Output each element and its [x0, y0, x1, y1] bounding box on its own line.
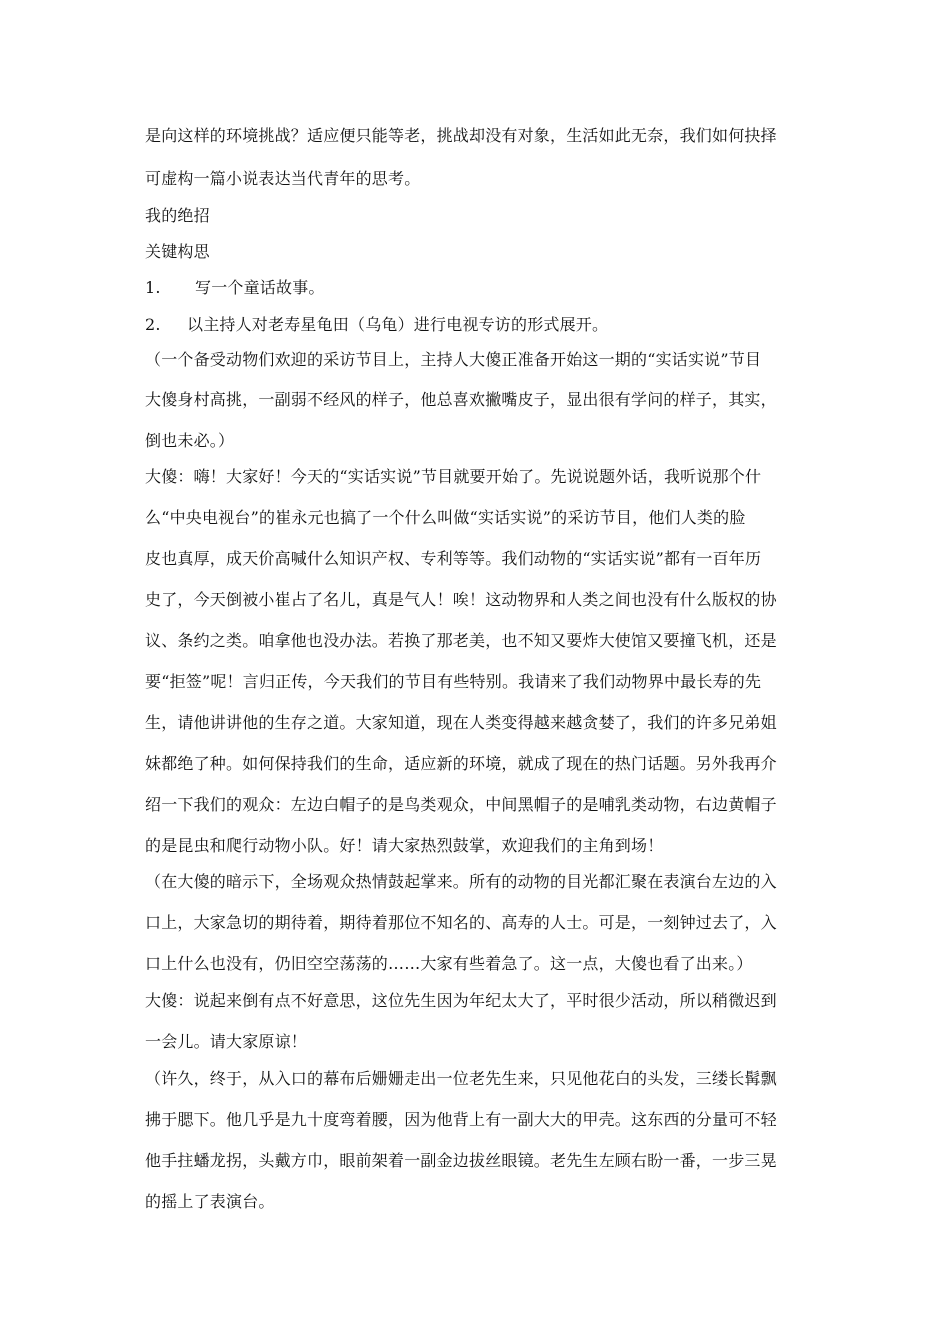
text-line: 议、条约之类。咱拿他也没办法。若换了那老美，也不知又要炸大使馆又要撞飞机，还是: [145, 631, 777, 650]
text-line: 大傻身村高挑，一副弱不经风的样子，他总喜欢撇嘴皮子，显出很有学问的样子，其实，: [145, 390, 777, 409]
list-item-text: 写一个童话故事。: [195, 278, 325, 297]
list-item: [145, 278, 325, 298]
text-line: 皮也真厚，成天价高喊什么知识产权、专利等等。我们动物的“实话实说”都有一百年历: [145, 549, 762, 568]
text-line: 绍一下我们的观众：左边白帽子的是鸟类观众，中间黑帽子的是哺乳类动物，右边黄帽子: [145, 795, 777, 814]
text-line: 妹都绝了种。如何保持我们的生命，适应新的环境，就成了现在的热门话题。另外我再介: [145, 754, 777, 773]
text-line: 生，请他讲讲他的生存之道。大家知道，现在人类变得越来越贪婪了，我们的许多兄弟姐: [145, 713, 777, 732]
text-line: 么“中央电视台”的崔永元也搞了一个什么叫做“实话实说”的采访节目，他们人类的脸: [145, 508, 746, 527]
heading-key-idea: 关键构思: [145, 242, 210, 261]
list-item-text: 以主持人对老寿星龟田（乌龟）进行电视专访的形式展开。: [187, 315, 609, 334]
text-line: 的是昆虫和爬行动物小队。好！请大家热烈鼓掌，欢迎我们的主角到场！: [145, 836, 664, 855]
text-line: 可虚构一篇小说表达当代青年的思考。: [145, 169, 421, 188]
text-line: 拂于腮下。他几乎是九十度弯着腰，因为他背上有一副大大的甲壳。这东西的分量可不轻: [145, 1110, 777, 1129]
list-item: [145, 315, 608, 335]
heading-my-trick: 我的绝招: [145, 206, 210, 225]
text-line: （在大傻的暗示下，全场观众热情鼓起掌来。所有的动物的目光都汇聚在表演台左边的入: [145, 872, 777, 891]
text-line: 的摇上了表演台。: [145, 1192, 275, 1211]
text-line: 他手拄蟠龙拐，头戴方巾，眼前架着一副金边拔丝眼镜。老先生左顾右盼一番，一步三晃: [145, 1151, 777, 1170]
text-line: 倒也未必。）: [145, 431, 235, 450]
text-line: 大傻：说起来倒有点不好意思，这位先生因为年纪太大了，平时很少活动，所以稍微迟到: [145, 991, 777, 1010]
list-number: 2.: [145, 315, 161, 334]
text-line: 口上，大家急切的期待着，期待着那位不知名的、高寿的人士。可是，一刻钟过去了，入: [145, 913, 777, 932]
list-number: 1.: [145, 278, 161, 297]
text-line: 一会儿。请大家原谅！: [145, 1032, 308, 1051]
text-line: 要“拒签”呢！言归正传，今天我们的节目有些特别。我请来了我们动物界中最长寿的先: [145, 672, 762, 691]
text-line: （许久，终于，从入口的幕布后姗姗走出一位老先生来，只见他花白的头发，三缕长髯飘: [145, 1069, 777, 1088]
text-line: 大傻：嗨！大家好！今天的“实话实说”节目就要开始了。先说说题外话，我听说那个什: [145, 467, 762, 486]
text-line: 是向这样的环境挑战？适应便只能等老，挑战却没有对象，生活如此无奈，我们如何抉择: [145, 126, 777, 145]
text-line: 史了，今天倒被小崔占了名儿，真是气人！唉！这动物界和人类之间也没有什么版权的协: [145, 590, 777, 609]
text-line: （一个备受动物们欢迎的采访节目上，主持人大傻正准备开始这一期的“实话实说”节目: [145, 350, 762, 369]
text-line: 口上什么也没有，仍旧空空荡荡的……大家有些着急了。这一点，大傻也看了出来。）: [145, 954, 753, 973]
